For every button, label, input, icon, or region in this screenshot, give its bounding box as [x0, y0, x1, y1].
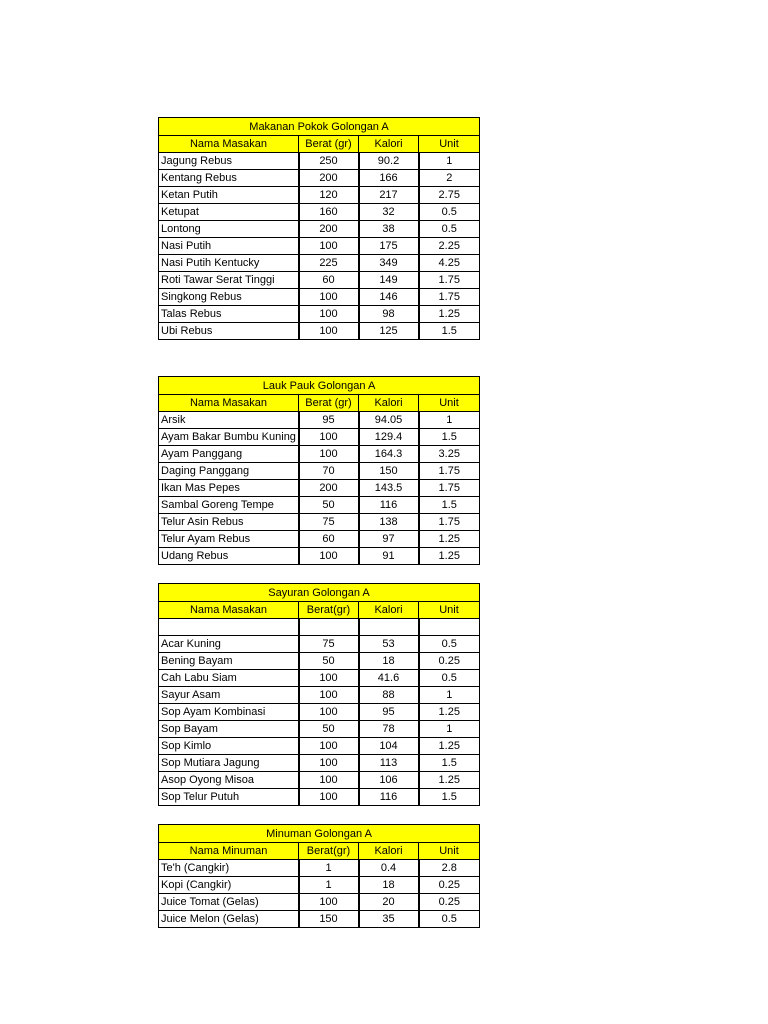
table-row: [159, 653, 480, 670]
table-lauk-pauk: [158, 376, 480, 565]
cell-calories: 175: [359, 238, 419, 255]
table-row: [159, 306, 480, 323]
cell-unit: 0.5: [419, 221, 480, 238]
col-header-calories: Kalori: [359, 136, 419, 153]
cell-unit: 0.5: [419, 911, 480, 928]
table-makanan-pokok: [158, 117, 480, 340]
cell-name: Sop Ayam Kombinasi: [159, 704, 299, 721]
cell-weight: 150: [299, 911, 359, 928]
cell-weight: 160: [299, 204, 359, 221]
cell-unit: 1.75: [419, 289, 480, 306]
col-header-unit: Unit: [419, 395, 480, 412]
table-row: [159, 670, 480, 687]
cell-name: Jagung Rebus: [159, 153, 299, 170]
cell-calories: 18: [359, 653, 419, 670]
cell-name: Ikan Mas Pepes: [159, 480, 299, 497]
cell-weight: 1: [299, 877, 359, 894]
table-row: [159, 446, 480, 463]
table-row: [159, 514, 480, 531]
cell-name: Sambal Goreng Tempe: [159, 497, 299, 514]
cell-weight: 70: [299, 463, 359, 480]
cell-weight: 50: [299, 653, 359, 670]
table-row: [159, 170, 480, 187]
table-row: [159, 323, 480, 340]
cell-unit: 0.25: [419, 653, 480, 670]
cell-weight: 100: [299, 446, 359, 463]
cell-weight: 100: [299, 238, 359, 255]
cell-calories: [359, 619, 419, 636]
cell-name: Nasi Putih: [159, 238, 299, 255]
col-header-unit: Unit: [419, 602, 480, 619]
table-title: Lauk Pauk Golongan A: [159, 377, 480, 395]
cell-unit: 1: [419, 412, 480, 429]
col-header-name: Nama Masakan: [159, 602, 299, 619]
cell-calories: 91: [359, 548, 419, 565]
cell-weight: 100: [299, 755, 359, 772]
cell-weight: 100: [299, 772, 359, 789]
cell-weight: 225: [299, 255, 359, 272]
cell-unit: 1.25: [419, 738, 480, 755]
cell-unit: 1.5: [419, 789, 480, 806]
cell-weight: 100: [299, 789, 359, 806]
cell-name: Ketan Putih: [159, 187, 299, 204]
col-header-calories: Kalori: [359, 843, 419, 860]
cell-weight: 200: [299, 480, 359, 497]
cell-calories: 38: [359, 221, 419, 238]
cell-calories: 143.5: [359, 480, 419, 497]
cell-weight: 250: [299, 153, 359, 170]
cell-weight: 100: [299, 738, 359, 755]
cell-weight: 100: [299, 323, 359, 340]
cell-weight: 1: [299, 860, 359, 877]
cell-weight: 200: [299, 170, 359, 187]
cell-unit: 2.8: [419, 860, 480, 877]
cell-calories: 125: [359, 323, 419, 340]
cell-name: Juice Tomat (Gelas): [159, 894, 299, 911]
cell-name: Telur Ayam Rebus: [159, 531, 299, 548]
col-header-name: Nama Masakan: [159, 395, 299, 412]
cell-weight: 100: [299, 548, 359, 565]
cell-name: Bening Bayam: [159, 653, 299, 670]
cell-calories: 349: [359, 255, 419, 272]
table-row: [159, 894, 480, 911]
cell-calories: 35: [359, 911, 419, 928]
col-header-unit: Unit: [419, 136, 480, 153]
table-row: [159, 704, 480, 721]
cell-weight: 100: [299, 894, 359, 911]
table-row: [159, 289, 480, 306]
table-row: [159, 531, 480, 548]
cell-weight: 75: [299, 636, 359, 653]
cell-weight: 100: [299, 687, 359, 704]
cell-unit: 1.75: [419, 272, 480, 289]
table-row: [159, 877, 480, 894]
table-sayuran: [158, 583, 480, 806]
cell-calories: 32: [359, 204, 419, 221]
col-header-weight: Berat (gr): [299, 395, 359, 412]
cell-unit: 1.5: [419, 429, 480, 446]
cell-unit: 2: [419, 170, 480, 187]
cell-name: Ketupat: [159, 204, 299, 221]
cell-unit: 2.75: [419, 187, 480, 204]
col-header-weight: Berat(gr): [299, 602, 359, 619]
cell-calories: 0.4: [359, 860, 419, 877]
cell-name: Singkong Rebus: [159, 289, 299, 306]
cell-calories: 78: [359, 721, 419, 738]
table-row: [159, 412, 480, 429]
cell-weight: 50: [299, 497, 359, 514]
cell-name: Daging Panggang: [159, 463, 299, 480]
cell-unit: 2.25: [419, 238, 480, 255]
cell-name: Arsik: [159, 412, 299, 429]
cell-unit: 0.25: [419, 877, 480, 894]
cell-unit: 0.5: [419, 670, 480, 687]
table-minuman: [158, 824, 480, 928]
cell-calories: 138: [359, 514, 419, 531]
cell-calories: 90.2: [359, 153, 419, 170]
cell-name: Sop Telur Putuh: [159, 789, 299, 806]
cell-unit: 1.75: [419, 480, 480, 497]
cell-name: Sop Kimlo: [159, 738, 299, 755]
cell-name: Acar Kuning: [159, 636, 299, 653]
table-title: Makanan Pokok Golongan A: [159, 118, 480, 136]
cell-name: Sop Bayam: [159, 721, 299, 738]
cell-weight: 100: [299, 670, 359, 687]
cell-unit: 0.25: [419, 894, 480, 911]
cell-name: Nasi Putih Kentucky: [159, 255, 299, 272]
cell-unit: 1: [419, 687, 480, 704]
col-header-name: Nama Minuman: [159, 843, 299, 860]
cell-name: Sayur Asam: [159, 687, 299, 704]
cell-name: Cah Labu Siam: [159, 670, 299, 687]
cell-calories: 88: [359, 687, 419, 704]
table-row: [159, 238, 480, 255]
cell-name: Juice Melon (Gelas): [159, 911, 299, 928]
cell-unit: 1.75: [419, 463, 480, 480]
cell-unit: 1.25: [419, 704, 480, 721]
cell-unit: 1: [419, 153, 480, 170]
table-row: [159, 548, 480, 565]
cell-calories: 166: [359, 170, 419, 187]
cell-unit: 3.25: [419, 446, 480, 463]
table-row: [159, 687, 480, 704]
cell-name: Kentang Rebus: [159, 170, 299, 187]
cell-calories: 104: [359, 738, 419, 755]
col-header-name: Nama Masakan: [159, 136, 299, 153]
cell-calories: 20: [359, 894, 419, 911]
cell-unit: 1.25: [419, 548, 480, 565]
table-row: [159, 153, 480, 170]
cell-calories: 146: [359, 289, 419, 306]
cell-weight: 100: [299, 704, 359, 721]
cell-unit: 1.25: [419, 772, 480, 789]
table-row: [159, 480, 480, 497]
table-row: [159, 463, 480, 480]
cell-unit: 1.5: [419, 497, 480, 514]
cell-calories: 116: [359, 497, 419, 514]
table-row: [159, 187, 480, 204]
cell-calories: 129.4: [359, 429, 419, 446]
cell-weight: 200: [299, 221, 359, 238]
table-row: [159, 789, 480, 806]
cell-calories: 113: [359, 755, 419, 772]
cell-unit: 1.75: [419, 514, 480, 531]
cell-calories: 106: [359, 772, 419, 789]
table-row: [159, 221, 480, 238]
cell-calories: 164.3: [359, 446, 419, 463]
cell-calories: 41.6: [359, 670, 419, 687]
cell-name: Asop Oyong Misoa: [159, 772, 299, 789]
cell-weight: 100: [299, 429, 359, 446]
table-row: [159, 429, 480, 446]
table-row: [159, 255, 480, 272]
cell-weight: 60: [299, 272, 359, 289]
cell-name: [159, 619, 299, 636]
col-header-calories: Kalori: [359, 602, 419, 619]
table-row: [159, 772, 480, 789]
cell-calories: 217: [359, 187, 419, 204]
cell-calories: 98: [359, 306, 419, 323]
cell-name: Udang Rebus: [159, 548, 299, 565]
cell-name: Ayam Bakar Bumbu Kuning: [159, 429, 299, 446]
table-row: [159, 755, 480, 772]
col-header-weight: Berat(gr): [299, 843, 359, 860]
cell-calories: 95: [359, 704, 419, 721]
cell-unit: 1.5: [419, 323, 480, 340]
cell-calories: 149: [359, 272, 419, 289]
cell-name: Kopi (Cangkir): [159, 877, 299, 894]
table-row: [159, 721, 480, 738]
cell-name: Talas Rebus: [159, 306, 299, 323]
table-row: [159, 911, 480, 928]
cell-name: Sop Mutiara Jagung: [159, 755, 299, 772]
cell-calories: 97: [359, 531, 419, 548]
col-header-weight: Berat (gr): [299, 136, 359, 153]
cell-calories: 150: [359, 463, 419, 480]
table-row: [159, 272, 480, 289]
cell-weight: 75: [299, 514, 359, 531]
cell-calories: 53: [359, 636, 419, 653]
table-row: [159, 738, 480, 755]
cell-weight: 95: [299, 412, 359, 429]
cell-name: Lontong: [159, 221, 299, 238]
cell-name: Ubi Rebus: [159, 323, 299, 340]
cell-weight: 100: [299, 306, 359, 323]
cell-name: Te'h (Cangkir): [159, 860, 299, 877]
cell-unit: 0.5: [419, 204, 480, 221]
cell-name: Roti Tawar Serat Tinggi: [159, 272, 299, 289]
cell-weight: 60: [299, 531, 359, 548]
cell-unit: 1.25: [419, 306, 480, 323]
table-title: Minuman Golongan A: [159, 825, 480, 843]
cell-unit: 1.25: [419, 531, 480, 548]
table-title: Sayuran Golongan A: [159, 584, 480, 602]
cell-unit: 1: [419, 721, 480, 738]
table-row: [159, 204, 480, 221]
cell-weight: 100: [299, 289, 359, 306]
cell-name: Telur Asin Rebus: [159, 514, 299, 531]
cell-unit: [419, 619, 480, 636]
cell-name: Ayam Panggang: [159, 446, 299, 463]
cell-calories: 116: [359, 789, 419, 806]
cell-weight: 120: [299, 187, 359, 204]
cell-unit: 4.25: [419, 255, 480, 272]
col-header-calories: Kalori: [359, 395, 419, 412]
cell-calories: 94.05: [359, 412, 419, 429]
cell-calories: 18: [359, 877, 419, 894]
cell-unit: 0.5: [419, 636, 480, 653]
table-row: [159, 636, 480, 653]
table-row: [159, 860, 480, 877]
cell-weight: 50: [299, 721, 359, 738]
cell-weight: [299, 619, 359, 636]
table-row: [159, 619, 480, 636]
table-row: [159, 497, 480, 514]
cell-unit: 1.5: [419, 755, 480, 772]
col-header-unit: Unit: [419, 843, 480, 860]
